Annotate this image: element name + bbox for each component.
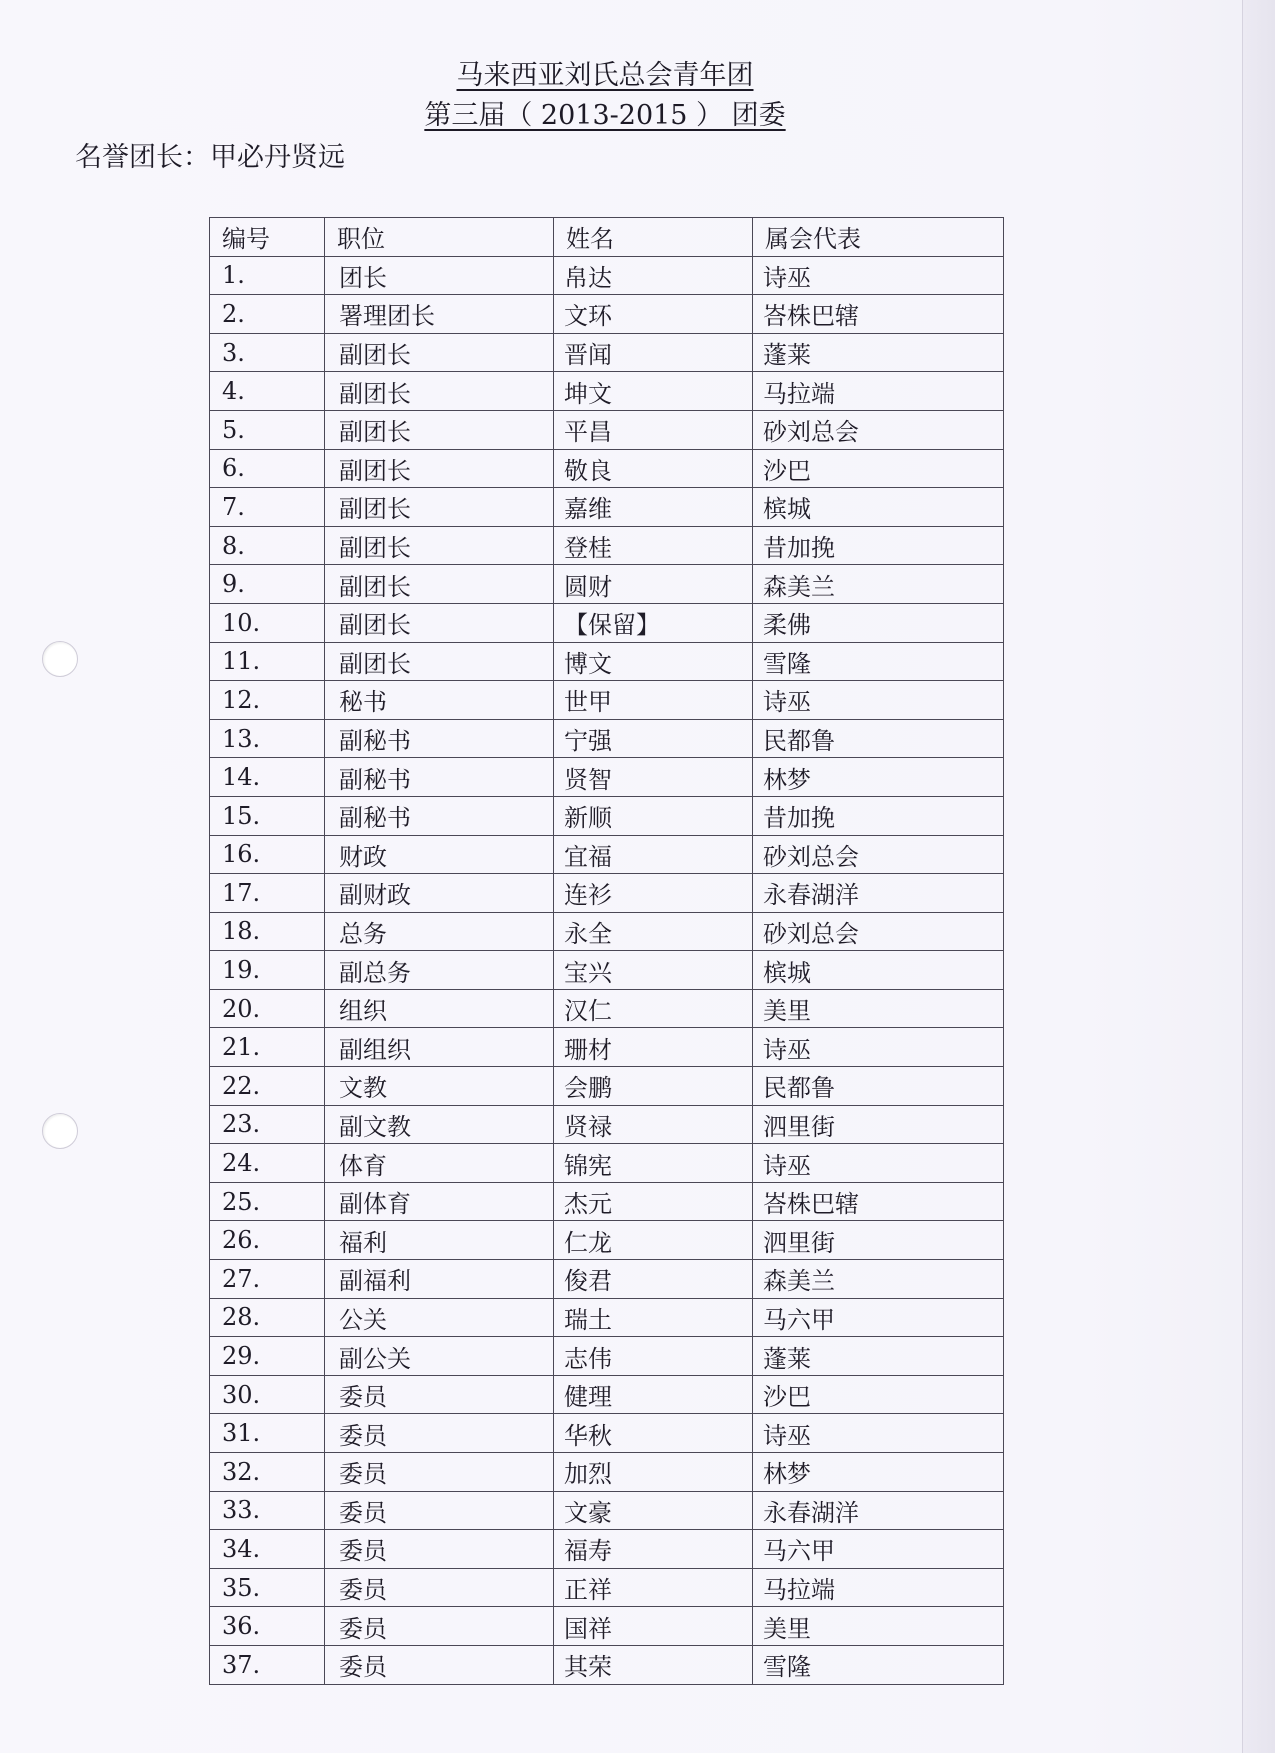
branch-cell: 峇株巴辖: [753, 295, 1004, 334]
branch-cell: 昔加挽: [753, 796, 1004, 835]
position-cell: 副团长: [325, 410, 554, 449]
table-row: [210, 256, 1004, 295]
table-row: [210, 912, 1004, 951]
number-cell: 8.: [210, 526, 325, 565]
branch-cell: 诗巫: [753, 1028, 1004, 1067]
number-cell: 31.: [210, 1414, 325, 1453]
name-cell: 志伟: [554, 1337, 753, 1376]
name-cell: 平昌: [554, 410, 753, 449]
branch-cell: 诗巫: [753, 1144, 1004, 1183]
branch-cell: 诗巫: [753, 1414, 1004, 1453]
branch-cell: 诗巫: [753, 681, 1004, 720]
table-row: [210, 1067, 1004, 1106]
branch-cell: 泗里街: [753, 1105, 1004, 1144]
name-cell: 锦宪: [554, 1144, 753, 1183]
branch-cell: 马拉端: [753, 372, 1004, 411]
branch-cell: 马六甲: [753, 1298, 1004, 1337]
number-cell: 14.: [210, 758, 325, 797]
position-cell: 委员: [325, 1414, 554, 1453]
name-cell: 登桂: [554, 526, 753, 565]
number-cell: 33.: [210, 1491, 325, 1530]
name-cell: 文豪: [554, 1491, 753, 1530]
table-row: [210, 1028, 1004, 1067]
table-row: [210, 565, 1004, 604]
branch-cell: 砂刘总会: [753, 912, 1004, 951]
position-cell: 公关: [325, 1298, 554, 1337]
branch-cell: 砂刘总会: [753, 835, 1004, 874]
position-cell: 副团长: [325, 642, 554, 681]
table-row: [210, 758, 1004, 797]
position-cell: 副团长: [325, 488, 554, 527]
name-cell: 加烈: [554, 1453, 753, 1492]
name-cell: 圆财: [554, 565, 753, 604]
number-cell: 2.: [210, 295, 325, 334]
name-cell: 嘉维: [554, 488, 753, 527]
number-cell: 5.: [210, 410, 325, 449]
number-cell: 30.: [210, 1375, 325, 1414]
position-cell: 财政: [325, 835, 554, 874]
number-cell: 34.: [210, 1530, 325, 1569]
name-cell: 俊君: [554, 1260, 753, 1299]
table-row: [210, 681, 1004, 720]
table-row: [210, 1298, 1004, 1337]
position-cell: 副体育: [325, 1182, 554, 1221]
number-cell: 4.: [210, 372, 325, 411]
number-cell: 28.: [210, 1298, 325, 1337]
position-cell: 组织: [325, 989, 554, 1028]
branch-cell: 美里: [753, 1607, 1004, 1646]
branch-cell: 峇株巴辖: [753, 1182, 1004, 1221]
branch-cell: 民都鲁: [753, 1067, 1004, 1106]
name-cell: 华秋: [554, 1414, 753, 1453]
branch-cell: 森美兰: [753, 1260, 1004, 1299]
number-cell: 20.: [210, 989, 325, 1028]
name-cell: 贤禄: [554, 1105, 753, 1144]
name-cell: 贤智: [554, 758, 753, 797]
table-row: [210, 449, 1004, 488]
table-row: [210, 951, 1004, 990]
branch-cell: 泗里街: [753, 1221, 1004, 1260]
table-row: [210, 1453, 1004, 1492]
branch-cell: 昔加挽: [753, 526, 1004, 565]
table-row: [210, 488, 1004, 527]
table-row: [210, 1260, 1004, 1299]
table-row: [210, 835, 1004, 874]
name-cell: 杰元: [554, 1182, 753, 1221]
table-row: [210, 603, 1004, 642]
number-cell: 26.: [210, 1221, 325, 1260]
name-cell: 永全: [554, 912, 753, 951]
document-title: 马来西亚刘氏总会青年团: [456, 60, 754, 91]
table-row: [210, 1568, 1004, 1607]
branch-cell: 蓬莱: [753, 333, 1004, 372]
table-row: [210, 526, 1004, 565]
table-row: [210, 1221, 1004, 1260]
title-block: [0, 58, 1210, 134]
table-row: [210, 1491, 1004, 1530]
number-cell: 18.: [210, 912, 325, 951]
name-cell: 国祥: [554, 1607, 753, 1646]
name-cell: 新顺: [554, 796, 753, 835]
position-cell: 副团长: [325, 565, 554, 604]
position-cell: 体育: [325, 1144, 554, 1183]
branch-cell: 森美兰: [753, 565, 1004, 604]
name-cell: 珊材: [554, 1028, 753, 1067]
number-cell: 10.: [210, 603, 325, 642]
position-cell: 副团长: [325, 603, 554, 642]
branch-cell: 美里: [753, 989, 1004, 1028]
honorary-president: 名誉团长：甲必丹贤远: [75, 142, 345, 173]
branch-cell: 槟城: [753, 488, 1004, 527]
number-cell: 21.: [210, 1028, 325, 1067]
table-row: [210, 1375, 1004, 1414]
table-header-row: [210, 218, 1004, 257]
document-subtitle: 第三届（ 2013-2015 ） 团委: [424, 100, 786, 131]
name-cell: 瑞土: [554, 1298, 753, 1337]
name-cell: 其荣: [554, 1645, 753, 1684]
branch-cell: 马六甲: [753, 1530, 1004, 1569]
page-edge-shadow: [1242, 0, 1275, 1753]
name-cell: 宁强: [554, 719, 753, 758]
branch-cell: 砂刘总会: [753, 410, 1004, 449]
column-header-number: 编号: [210, 218, 325, 257]
position-cell: 副团长: [325, 526, 554, 565]
number-cell: 6.: [210, 449, 325, 488]
position-cell: 副秘书: [325, 796, 554, 835]
branch-cell: 林梦: [753, 1453, 1004, 1492]
branch-cell: 民都鲁: [753, 719, 1004, 758]
position-cell: 署理团长: [325, 295, 554, 334]
number-cell: 17.: [210, 874, 325, 913]
column-header-branch: 属会代表: [753, 218, 1004, 257]
name-cell: 正祥: [554, 1568, 753, 1607]
number-cell: 27.: [210, 1260, 325, 1299]
committee-table: [209, 217, 1004, 1685]
table-row: [210, 1530, 1004, 1569]
position-cell: 副团长: [325, 449, 554, 488]
name-cell: 福寿: [554, 1530, 753, 1569]
number-cell: 35.: [210, 1568, 325, 1607]
number-cell: 12.: [210, 681, 325, 720]
position-cell: 秘书: [325, 681, 554, 720]
branch-cell: 诗巫: [753, 256, 1004, 295]
branch-cell: 雪隆: [753, 1645, 1004, 1684]
position-cell: 福利: [325, 1221, 554, 1260]
table-row: [210, 410, 1004, 449]
position-cell: 委员: [325, 1375, 554, 1414]
position-cell: 委员: [325, 1530, 554, 1569]
number-cell: 32.: [210, 1453, 325, 1492]
name-cell: 世甲: [554, 681, 753, 720]
branch-cell: 永春湖洋: [753, 874, 1004, 913]
number-cell: 19.: [210, 951, 325, 990]
number-cell: 36.: [210, 1607, 325, 1646]
branch-cell: 沙巴: [753, 449, 1004, 488]
name-cell: 敬良: [554, 449, 753, 488]
number-cell: 15.: [210, 796, 325, 835]
position-cell: 副秘书: [325, 719, 554, 758]
number-cell: 1.: [210, 256, 325, 295]
name-cell: 博文: [554, 642, 753, 681]
position-cell: 委员: [325, 1491, 554, 1530]
number-cell: 29.: [210, 1337, 325, 1376]
position-cell: 副总务: [325, 951, 554, 990]
branch-cell: 雪隆: [753, 642, 1004, 681]
position-cell: 委员: [325, 1645, 554, 1684]
table-row: [210, 719, 1004, 758]
name-cell: 帛达: [554, 256, 753, 295]
name-cell: 健理: [554, 1375, 753, 1414]
table-row: [210, 1414, 1004, 1453]
number-cell: 11.: [210, 642, 325, 681]
branch-cell: 林梦: [753, 758, 1004, 797]
number-cell: 7.: [210, 488, 325, 527]
name-cell: 【保留】: [554, 603, 753, 642]
table-row: [210, 1105, 1004, 1144]
table-row: [210, 333, 1004, 372]
position-cell: 团长: [325, 256, 554, 295]
position-cell: 委员: [325, 1568, 554, 1607]
position-cell: 委员: [325, 1607, 554, 1646]
table-row: [210, 1182, 1004, 1221]
number-cell: 3.: [210, 333, 325, 372]
table-row: [210, 874, 1004, 913]
table-row: [210, 1645, 1004, 1684]
position-cell: 副团长: [325, 333, 554, 372]
punch-hole: [42, 641, 78, 677]
table-row: [210, 372, 1004, 411]
branch-cell: 沙巴: [753, 1375, 1004, 1414]
position-cell: 副团长: [325, 372, 554, 411]
branch-cell: 蓬莱: [753, 1337, 1004, 1376]
table-row: [210, 1144, 1004, 1183]
table-row: [210, 642, 1004, 681]
position-cell: 副财政: [325, 874, 554, 913]
column-header-position: 职位: [325, 218, 554, 257]
branch-cell: 槟城: [753, 951, 1004, 990]
position-cell: 文教: [325, 1067, 554, 1106]
name-cell: 宝兴: [554, 951, 753, 990]
position-cell: 副组织: [325, 1028, 554, 1067]
number-cell: 22.: [210, 1067, 325, 1106]
branch-cell: 柔佛: [753, 603, 1004, 642]
name-cell: 文环: [554, 295, 753, 334]
position-cell: 副秘书: [325, 758, 554, 797]
branch-cell: 永春湖洋: [753, 1491, 1004, 1530]
number-cell: 16.: [210, 835, 325, 874]
position-cell: 委员: [325, 1453, 554, 1492]
punch-hole: [42, 1113, 78, 1149]
column-header-name: 姓名: [554, 218, 753, 257]
position-cell: 副文教: [325, 1105, 554, 1144]
table-row: [210, 295, 1004, 334]
table-row: [210, 1607, 1004, 1646]
number-cell: 13.: [210, 719, 325, 758]
name-cell: 晋闻: [554, 333, 753, 372]
name-cell: 坤文: [554, 372, 753, 411]
position-cell: 副福利: [325, 1260, 554, 1299]
table-row: [210, 989, 1004, 1028]
name-cell: 连衫: [554, 874, 753, 913]
number-cell: 24.: [210, 1144, 325, 1183]
number-cell: 23.: [210, 1105, 325, 1144]
name-cell: 宜福: [554, 835, 753, 874]
table-row: [210, 1337, 1004, 1376]
table-row: [210, 796, 1004, 835]
position-cell: 总务: [325, 912, 554, 951]
number-cell: 25.: [210, 1182, 325, 1221]
name-cell: 汉仁: [554, 989, 753, 1028]
committee-table-container: [209, 217, 1003, 1685]
name-cell: 会鹏: [554, 1067, 753, 1106]
number-cell: 37.: [210, 1645, 325, 1684]
number-cell: 9.: [210, 565, 325, 604]
table-body: [210, 256, 1004, 1684]
position-cell: 副公关: [325, 1337, 554, 1376]
name-cell: 仁龙: [554, 1221, 753, 1260]
branch-cell: 马拉端: [753, 1568, 1004, 1607]
